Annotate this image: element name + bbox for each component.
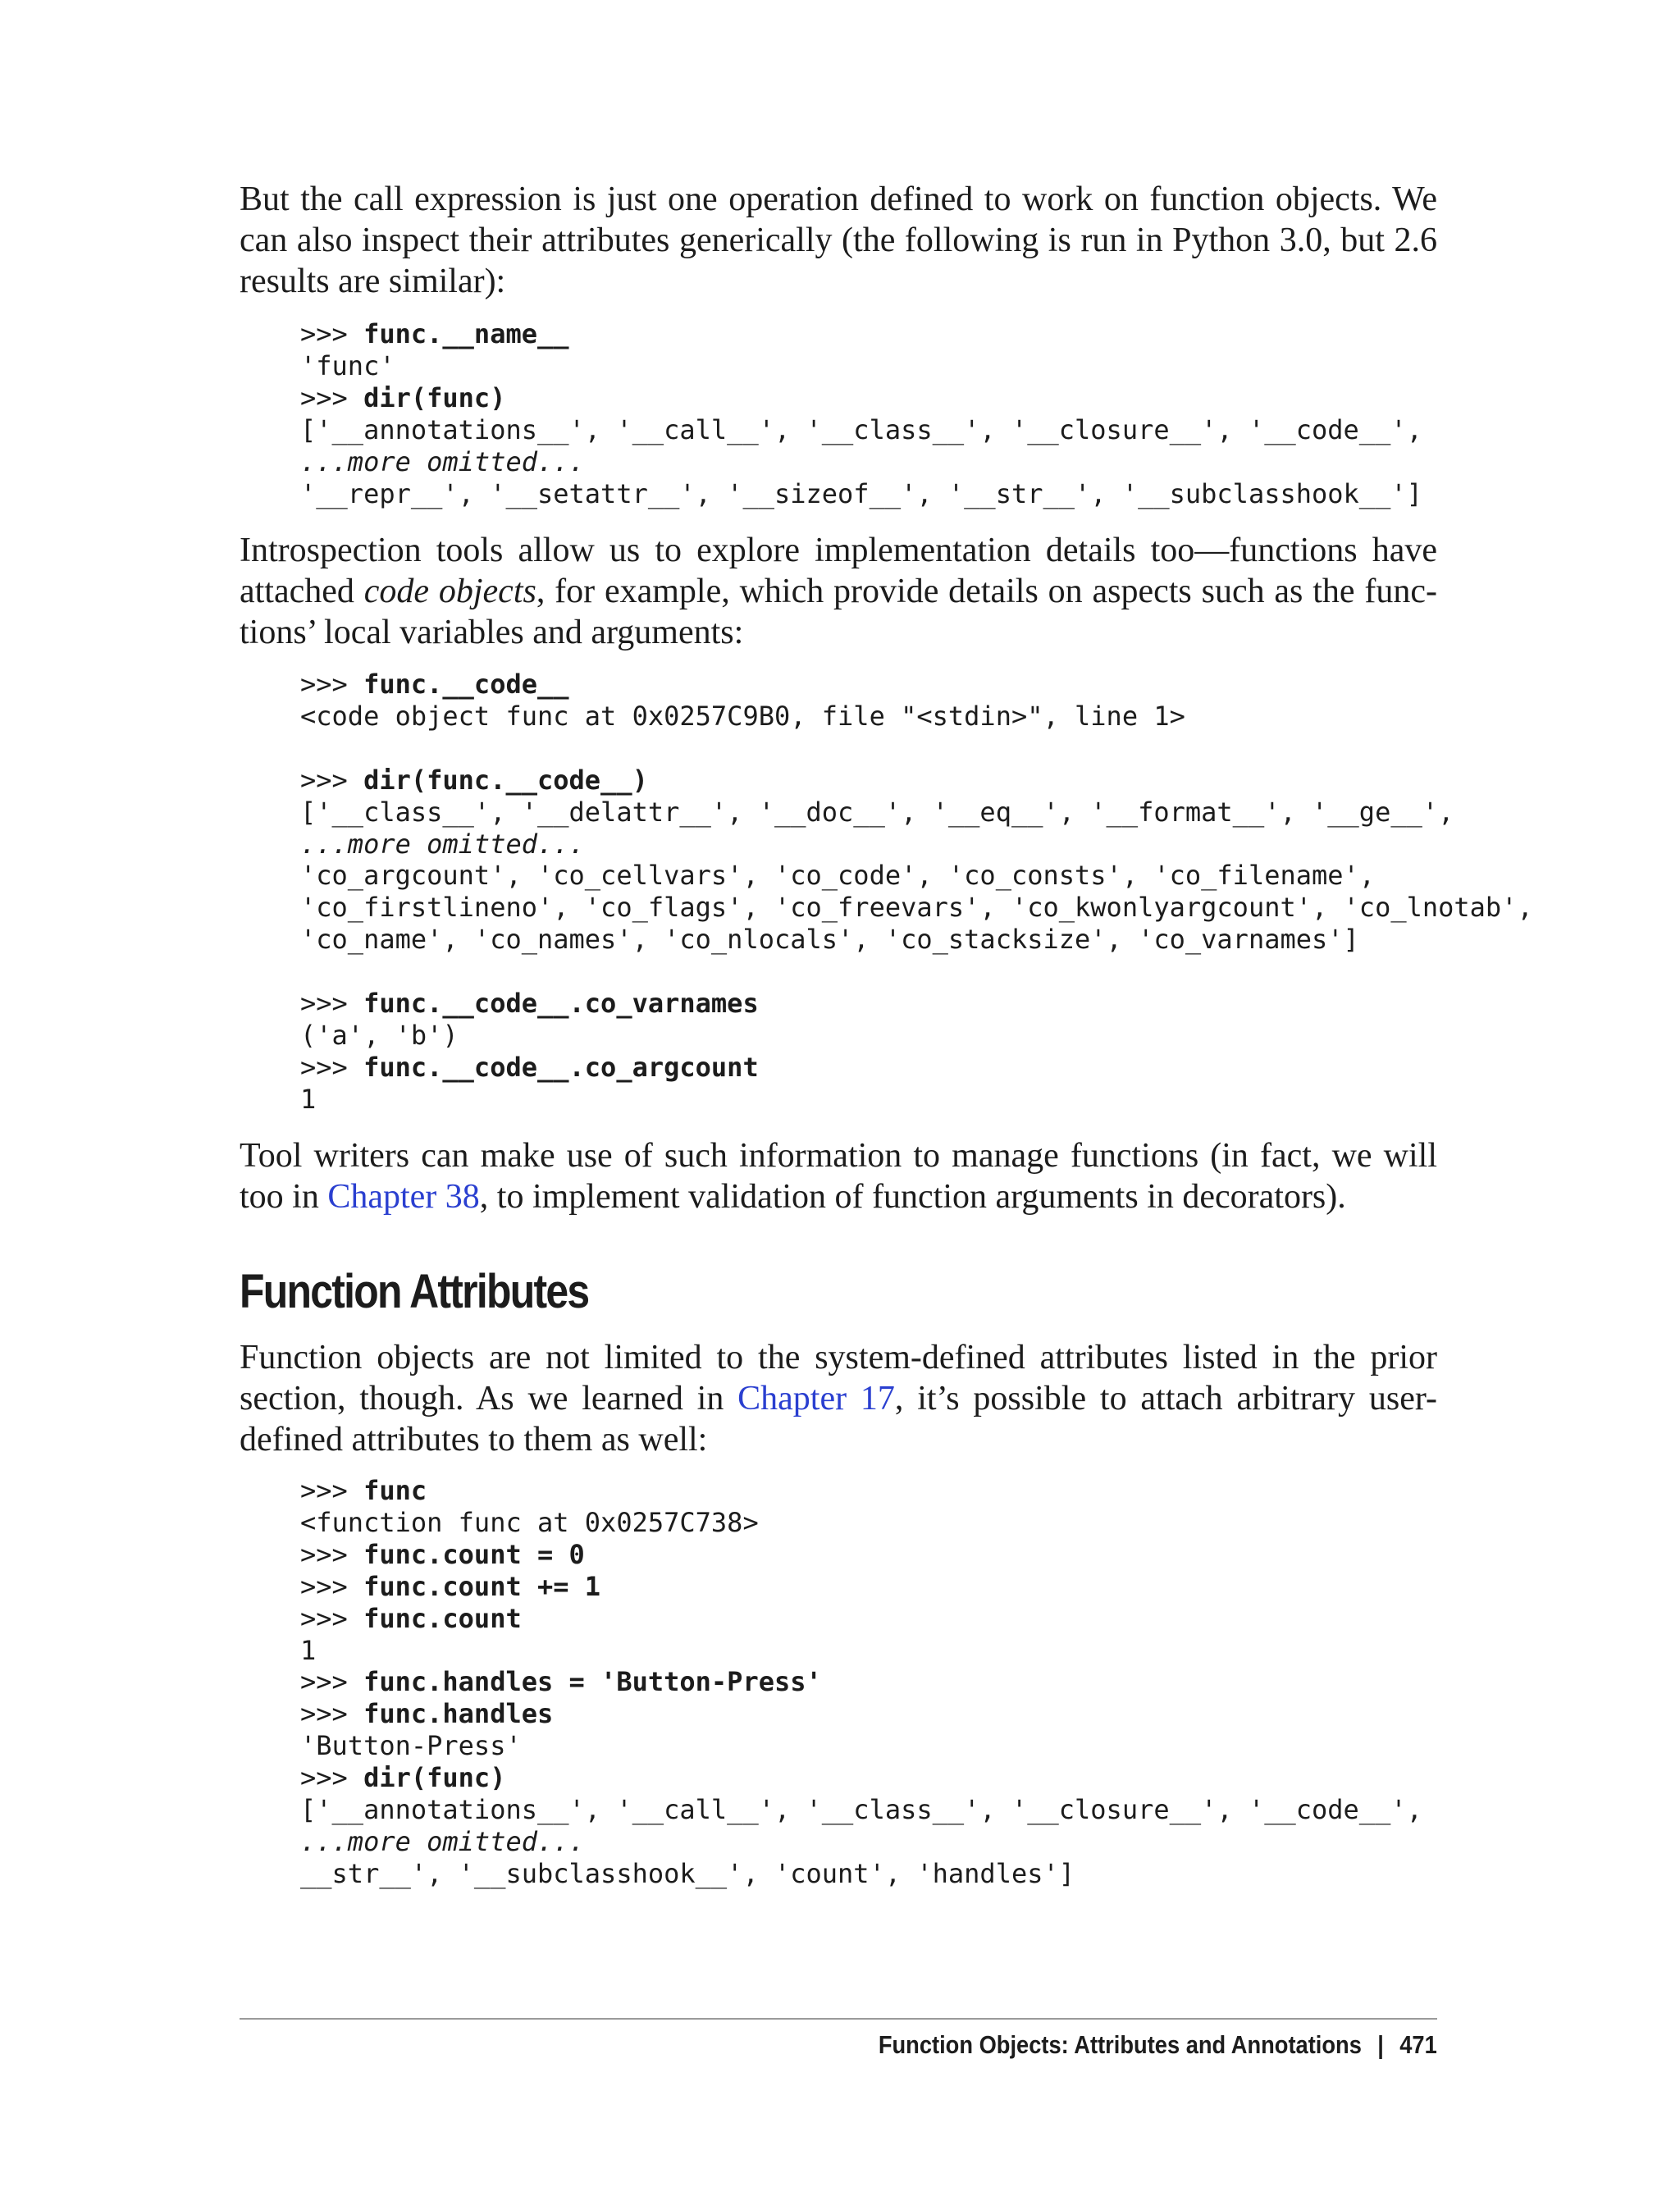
code-output: 'co_name', 'co_names', 'co_nlocals', 'co_stacksize', 'co_varnames']	[300, 924, 1359, 956]
code-output: 'co_argcount', 'co_cellvars', 'co_code', 'co_consts', 'co_filename',	[300, 860, 1376, 892]
code-output: ['__annotations__', '__call__', '__class__', '__closure__', '__code__',	[300, 1794, 1422, 1826]
code-line	[300, 860, 1375, 891]
code-line	[300, 1858, 1075, 1889]
code-output: '__repr__', '__setattr__', '__sizeof__', '__str__', '__subclasshook__']	[300, 477, 1422, 509]
prompt-marker: >>>	[300, 1666, 364, 1698]
code-line	[300, 446, 585, 477]
code-line	[300, 1052, 759, 1083]
prompt-marker: >>>	[300, 318, 364, 349]
code-line	[300, 1762, 505, 1793]
prompt-marker: >>>	[300, 381, 364, 413]
code-output: 'func'	[300, 349, 395, 381]
code-input: func	[363, 1475, 427, 1506]
code-input: func.count	[363, 1602, 522, 1634]
code-line	[300, 1666, 822, 1697]
code-line	[300, 765, 648, 796]
introspection-paragraph	[240, 530, 1437, 653]
code-output: __str__', '__subclasshook__', 'count', 'handles']	[300, 1857, 1075, 1889]
omitted-marker: ...more omitted...	[300, 828, 585, 860]
prompt-marker: >>>	[300, 1570, 364, 1602]
running-title: Function Objects: Attributes and Annotations	[879, 2030, 1363, 2059]
code-line	[300, 1730, 522, 1761]
code-line	[300, 382, 505, 413]
chapter-38-link[interactable]: Chapter 38	[327, 1178, 480, 1216]
code-block-user-attributes	[300, 1475, 1422, 1890]
code-line	[300, 669, 569, 700]
tool-writers-text-start: Tool writers can make use of such information to manage functions (in fact, we will too in	[240, 1137, 1437, 1216]
code-line	[300, 1826, 585, 1857]
code-line	[300, 350, 395, 381]
code-line	[300, 1698, 553, 1729]
code-line	[300, 701, 1185, 732]
prompt-marker: >>>	[300, 988, 364, 1020]
intro-paragraph: But the call expression is just one operation defined to work on function objects. We can also inspect their attributes generically (the following is run in Python 3.0, but 2.6 results are similar):	[240, 180, 1437, 300]
code-input: func.__code__	[363, 669, 569, 700]
code-output: ['__class__', '__delattr__', '__doc__', '__eq__', '__format__', '__ge__',	[300, 796, 1454, 828]
code-line	[300, 1571, 600, 1602]
prompt-marker: >>>	[300, 764, 364, 796]
code-objects-emphasis: code objects	[363, 573, 536, 610]
code-line	[300, 1635, 316, 1666]
introspection-text-start: Introspection tools allow us to explore implementation details too—functions have attached	[240, 532, 1437, 610]
tool-writers-text-end: , to implement validation of function arguments in decorators).	[479, 1178, 1346, 1216]
code-input: func.__code__.co_argcount	[363, 1051, 759, 1083]
introspection-text-end: , for example, which provide details on aspects such as the functions’ local variables and arguments:	[240, 573, 1438, 651]
omitted-marker: ...more omitted...	[300, 445, 585, 477]
code-input: func.__name__	[363, 318, 569, 349]
page-footer	[879, 2025, 1437, 2066]
code-line	[300, 1507, 759, 1538]
footer-rule	[240, 2018, 1437, 2020]
prompt-marker: >>>	[300, 1051, 364, 1083]
code-block-func-attributes	[300, 318, 1422, 509]
function-attributes-paragraph	[240, 1337, 1437, 1460]
prompt-marker: >>>	[300, 1762, 364, 1794]
code-line	[300, 988, 759, 1019]
prompt-marker: >>>	[300, 669, 364, 700]
code-output: <code object func at 0x0257C9B0, file "<stdin>", line 1>	[300, 700, 1185, 732]
code-line	[300, 892, 1533, 923]
prompt-marker: >>>	[300, 1538, 364, 1570]
code-line	[300, 414, 1422, 445]
code-block-code-object	[300, 669, 1533, 1116]
function-attributes-text-start: Function objects are not limited to the system-defined attributes listed in the prior section, though. As we learned in	[240, 1339, 1437, 1418]
code-line	[300, 1603, 522, 1634]
footer-separator: |	[1377, 2030, 1385, 2059]
code-line	[300, 1020, 459, 1051]
code-line	[300, 924, 1359, 955]
code-input: func.count = 0	[363, 1538, 585, 1570]
chapter-17-link[interactable]: Chapter 17	[737, 1380, 895, 1418]
prompt-marker: >>>	[300, 1602, 364, 1634]
function-attributes-text-end: , it’s possible to attach arbitrary user-defined attributes to them as well:	[240, 1380, 1437, 1459]
code-output: <function func at 0x0257C738>	[300, 1506, 759, 1538]
code-output: 'co_firstlineno', 'co_flags', 'co_freevars', 'co_kwonlyargcount', 'co_lnotab',	[300, 892, 1533, 924]
code-output: 1	[300, 1083, 317, 1115]
code-line	[300, 1539, 585, 1570]
code-line	[300, 797, 1454, 828]
code-line	[300, 1084, 316, 1115]
code-line	[300, 829, 585, 860]
code-output: ['__annotations__', '__call__', '__class__', '__closure__', '__code__',	[300, 413, 1422, 445]
code-line	[300, 1794, 1422, 1825]
code-output: 1	[300, 1634, 317, 1666]
code-line	[300, 318, 569, 349]
code-input: func.__code__.co_varnames	[363, 988, 759, 1020]
prompt-marker: >>>	[300, 1698, 364, 1730]
tool-writers-paragraph	[240, 1135, 1437, 1217]
code-line	[300, 1475, 427, 1506]
code-input: dir(func)	[363, 381, 506, 413]
code-input: dir(func)	[363, 1762, 506, 1794]
code-input: dir(func.__code__)	[363, 764, 648, 796]
prompt-marker: >>>	[300, 1475, 364, 1506]
code-input: func.count += 1	[363, 1570, 601, 1602]
code-input: func.handles = 'Button-Press'	[363, 1666, 822, 1698]
code-input: func.handles	[363, 1698, 554, 1730]
page-number: 471	[1399, 2030, 1437, 2059]
omitted-marker: ...more omitted...	[300, 1825, 585, 1857]
code-output: ('a', 'b')	[300, 1019, 459, 1051]
code-output: 'Button-Press'	[300, 1730, 522, 1762]
code-line	[300, 478, 1422, 509]
section-heading: Function Attributes	[240, 1265, 589, 1318]
